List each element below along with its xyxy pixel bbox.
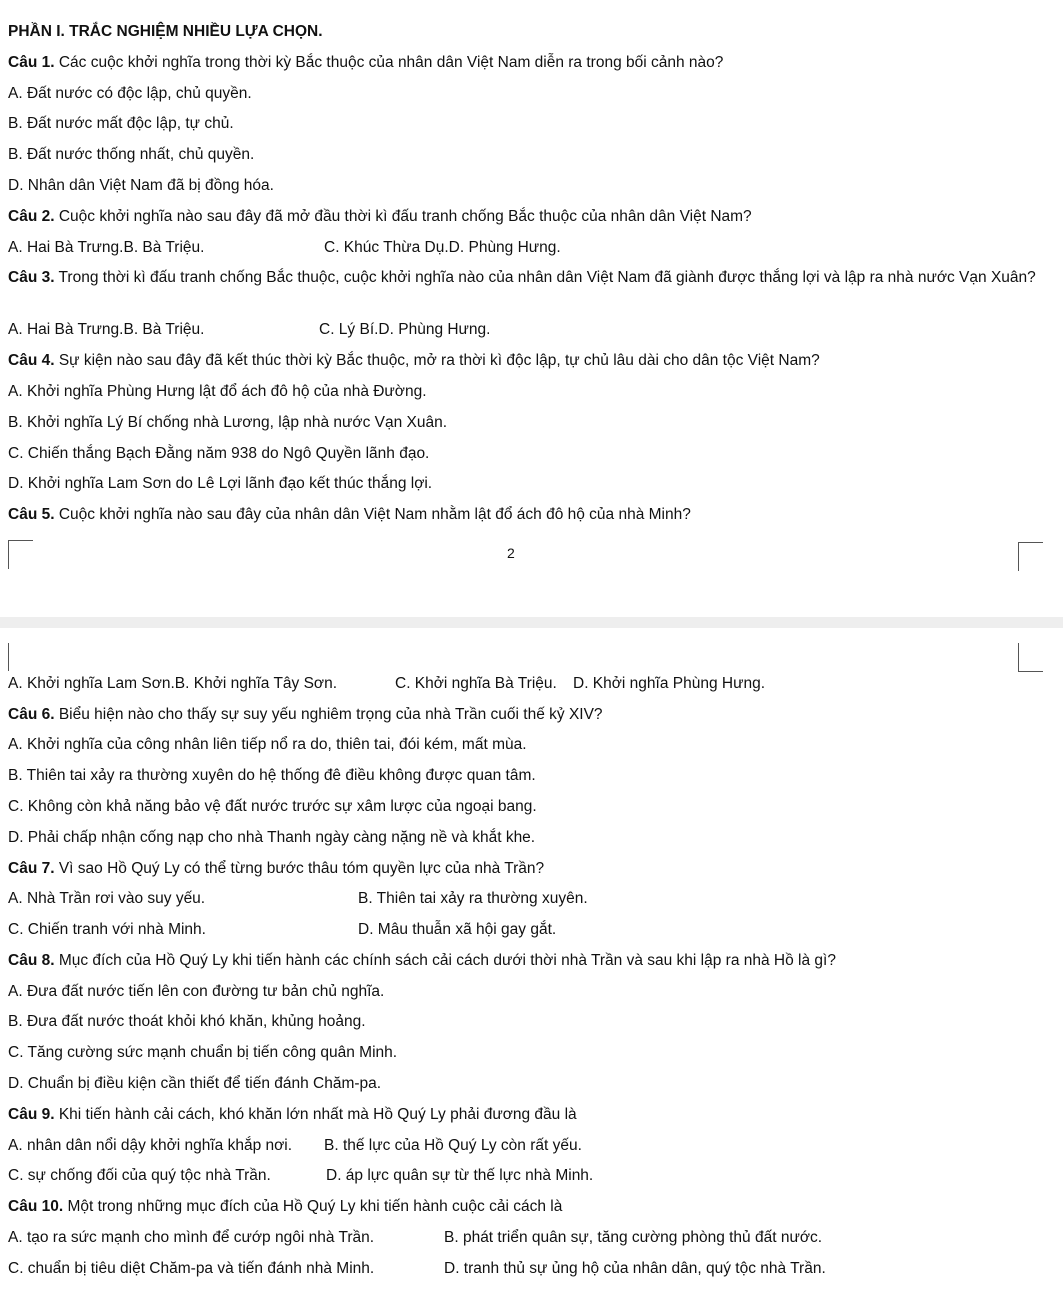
option-6c: C. Không còn khả năng bảo vệ đất nước trước sự xâm lược của ngoại bang.	[8, 798, 537, 815]
option-4a: A. Khởi nghĩa Phùng Hưng lật đổ ách đô hộ của nhà Đường.	[8, 383, 427, 400]
question-label: Câu 4.	[8, 352, 55, 369]
question-1	[8, 53, 723, 73]
question-6	[8, 705, 603, 725]
question-text: Sự kiện nào sau đây đã kết thúc thời kỳ Bắc thuộc, mở ra thời kì độc lập, tự chủ lâu dài cho dân tộc Việt Nam?	[54, 352, 820, 369]
question-10	[8, 1197, 562, 1217]
option-10d: D. tranh thủ sự ủng hộ của nhân dân, quý tộc nhà Trần.	[444, 1260, 826, 1277]
option-6d: D. Phải chấp nhận cống nạp cho nhà Thanh ngày càng nặng nề và khắt khe.	[8, 829, 536, 846]
question-text: Cuộc khởi nghĩa nào sau đây đã mở đầu thời kì đấu tranh chống Bắc thuộc của nhân dân Việt Nam?	[54, 208, 752, 225]
question-label: Câu 3.	[8, 269, 55, 286]
question-text: Mục đích của Hồ Quý Ly khi tiến hành các chính sách cải cách dưới thời nhà Trần và sau khi lập ra nhà Hồ là gì?	[54, 952, 836, 969]
page-corner-right-top	[1018, 643, 1043, 672]
question-7	[8, 859, 544, 879]
option-1a: A. Đất nước có độc lập, chủ quyền.	[8, 85, 252, 102]
option-7a: A. Nhà Trần rơi vào suy yếu.	[8, 890, 206, 907]
page-corner-right-bottom	[1018, 542, 1043, 571]
question-text: Vì sao Hồ Quý Ly có thể từng bước thâu tóm quyền lực của nhà Trần?	[54, 860, 545, 877]
option-6b: B. Thiên tai xảy ra thường xuyên do hệ thống đê điều không được quan tâm.	[8, 767, 536, 784]
question-text: Trong thời kì đấu tranh chống Bắc thuộc, cuộc khởi nghĩa nào của nhân dân Việt Nam đã giành được thắng lợi và lập ra nhà nước Vạn Xuân?	[54, 269, 1036, 286]
option-7b: B. Thiên tai xảy ra thường xuyên.	[358, 890, 588, 907]
option-10a: A. tạo ra sức mạnh cho mình để cướp ngôi nhà Trần.	[8, 1229, 375, 1246]
option-9a: A. nhân dân nổi dậy khởi nghĩa khắp nơi.	[8, 1137, 293, 1154]
option-4b: B. Khởi nghĩa Lý Bí chống nhà Lương, lập nhà nước Vạn Xuân.	[8, 414, 448, 431]
option-3cd: C. Lý Bí.D. Phùng Hưng.	[319, 321, 491, 338]
page-corner-left-top	[8, 643, 9, 671]
option-2ab: A. Hai Bà Trưng.B. Bà Triệu.	[8, 239, 205, 256]
option-10c: C. chuẩn bị tiêu diệt Chăm-pa và tiến đánh nhà Minh.	[8, 1260, 375, 1277]
option-7d: D. Mâu thuẫn xã hội gay gắt.	[358, 921, 557, 938]
option-4c: C. Chiến thắng Bạch Đằng năm 938 do Ngô Quyền lãnh đạo.	[8, 445, 430, 462]
page-number: 2	[507, 545, 515, 561]
option-3ab: A. Hai Bà Trưng.B. Bà Triệu.	[8, 321, 205, 338]
option-7c: C. Chiến tranh với nhà Minh.	[8, 921, 206, 938]
question-label: Câu 9.	[8, 1106, 55, 1123]
option-8b: B. Đưa đất nước thoát khỏi khó khăn, khủng hoảng.	[8, 1013, 366, 1030]
question-text: Biểu hiện nào cho thấy sự suy yếu nghiêm trọng của nhà Trần cuối thế kỷ XIV?	[54, 706, 603, 723]
question-8	[8, 951, 836, 971]
question-label: Câu 7.	[8, 860, 55, 877]
question-3	[8, 268, 1048, 288]
question-text: Khi tiến hành cải cách, khó khăn lớn nhất mà Hồ Quý Ly phải đương đầu là	[54, 1106, 577, 1123]
option-1d: D. Nhân dân Việt Nam đã bị đồng hóa.	[8, 177, 274, 194]
question-label: Câu 5.	[8, 506, 55, 523]
option-1b: B. Đất nước mất độc lập, tự chủ.	[8, 115, 234, 132]
question-4	[8, 351, 820, 371]
option-6a: A. Khởi nghĩa của công nhân liên tiếp nổ ra do, thiên tai, đói kém, mất mùa.	[8, 736, 527, 753]
question-text: Cuộc khởi nghĩa nào sau đây của nhân dân Việt Nam nhằm lật đổ ách đô hộ của nhà Minh?	[54, 506, 691, 523]
option-8d: D. Chuẩn bị điều kiện cần thiết để tiến đánh Chăm-pa.	[8, 1075, 382, 1092]
option-4d: D. Khởi nghĩa Lam Sơn do Lê Lợi lãnh đạo kết thúc thắng lợi.	[8, 475, 433, 492]
question-5	[8, 505, 691, 525]
question-text: Một trong những mục đích của Hồ Quý Ly khi tiến hành cuộc cải cách là	[63, 1198, 563, 1215]
option-1c: B. Đất nước thống nhất, chủ quyền.	[8, 146, 255, 163]
option-5ab: A. Khởi nghĩa Lam Sơn.B. Khởi nghĩa Tây Sơn.	[8, 675, 338, 692]
question-2	[8, 207, 752, 227]
option-5d: D. Khởi nghĩa Phùng Hưng.	[573, 675, 766, 692]
page-corner-left-bottom	[8, 540, 33, 569]
section-title: PHẦN I. TRẮC NGHIỆM NHIỀU LỰA CHỌN.	[8, 23, 323, 40]
option-8c: C. Tăng cường sức mạnh chuẩn bị tiến công quân Minh.	[8, 1044, 398, 1061]
question-9	[8, 1105, 577, 1125]
option-8a: A. Đưa đất nước tiến lên con đường tư bản chủ nghĩa.	[8, 983, 385, 1000]
option-9d: D. áp lực quân sự từ thế lực nhà Minh.	[326, 1167, 594, 1184]
option-2cd: C. Khúc Thừa Dụ.D. Phùng Hưng.	[324, 239, 561, 256]
question-label: Câu 10.	[8, 1198, 64, 1215]
question-label: Câu 2.	[8, 208, 55, 225]
option-9b: B. thế lực của Hồ Quý Ly còn rất yếu.	[324, 1137, 582, 1154]
option-10b: B. phát triển quân sự, tăng cường phòng thủ đất nước.	[444, 1229, 823, 1246]
question-label: Câu 1.	[8, 54, 55, 71]
question-text: Các cuộc khởi nghĩa trong thời kỳ Bắc thuộc của nhân dân Việt Nam diễn ra trong bối cảnh nào?	[54, 54, 724, 71]
question-label: Câu 8.	[8, 952, 55, 969]
option-9c: C. sự chống đối của quý tộc nhà Trần.	[8, 1167, 271, 1184]
question-label: Câu 6.	[8, 706, 55, 723]
option-5c: C. Khởi nghĩa Bà Triệu.	[395, 675, 557, 692]
page-gap	[0, 617, 1063, 628]
